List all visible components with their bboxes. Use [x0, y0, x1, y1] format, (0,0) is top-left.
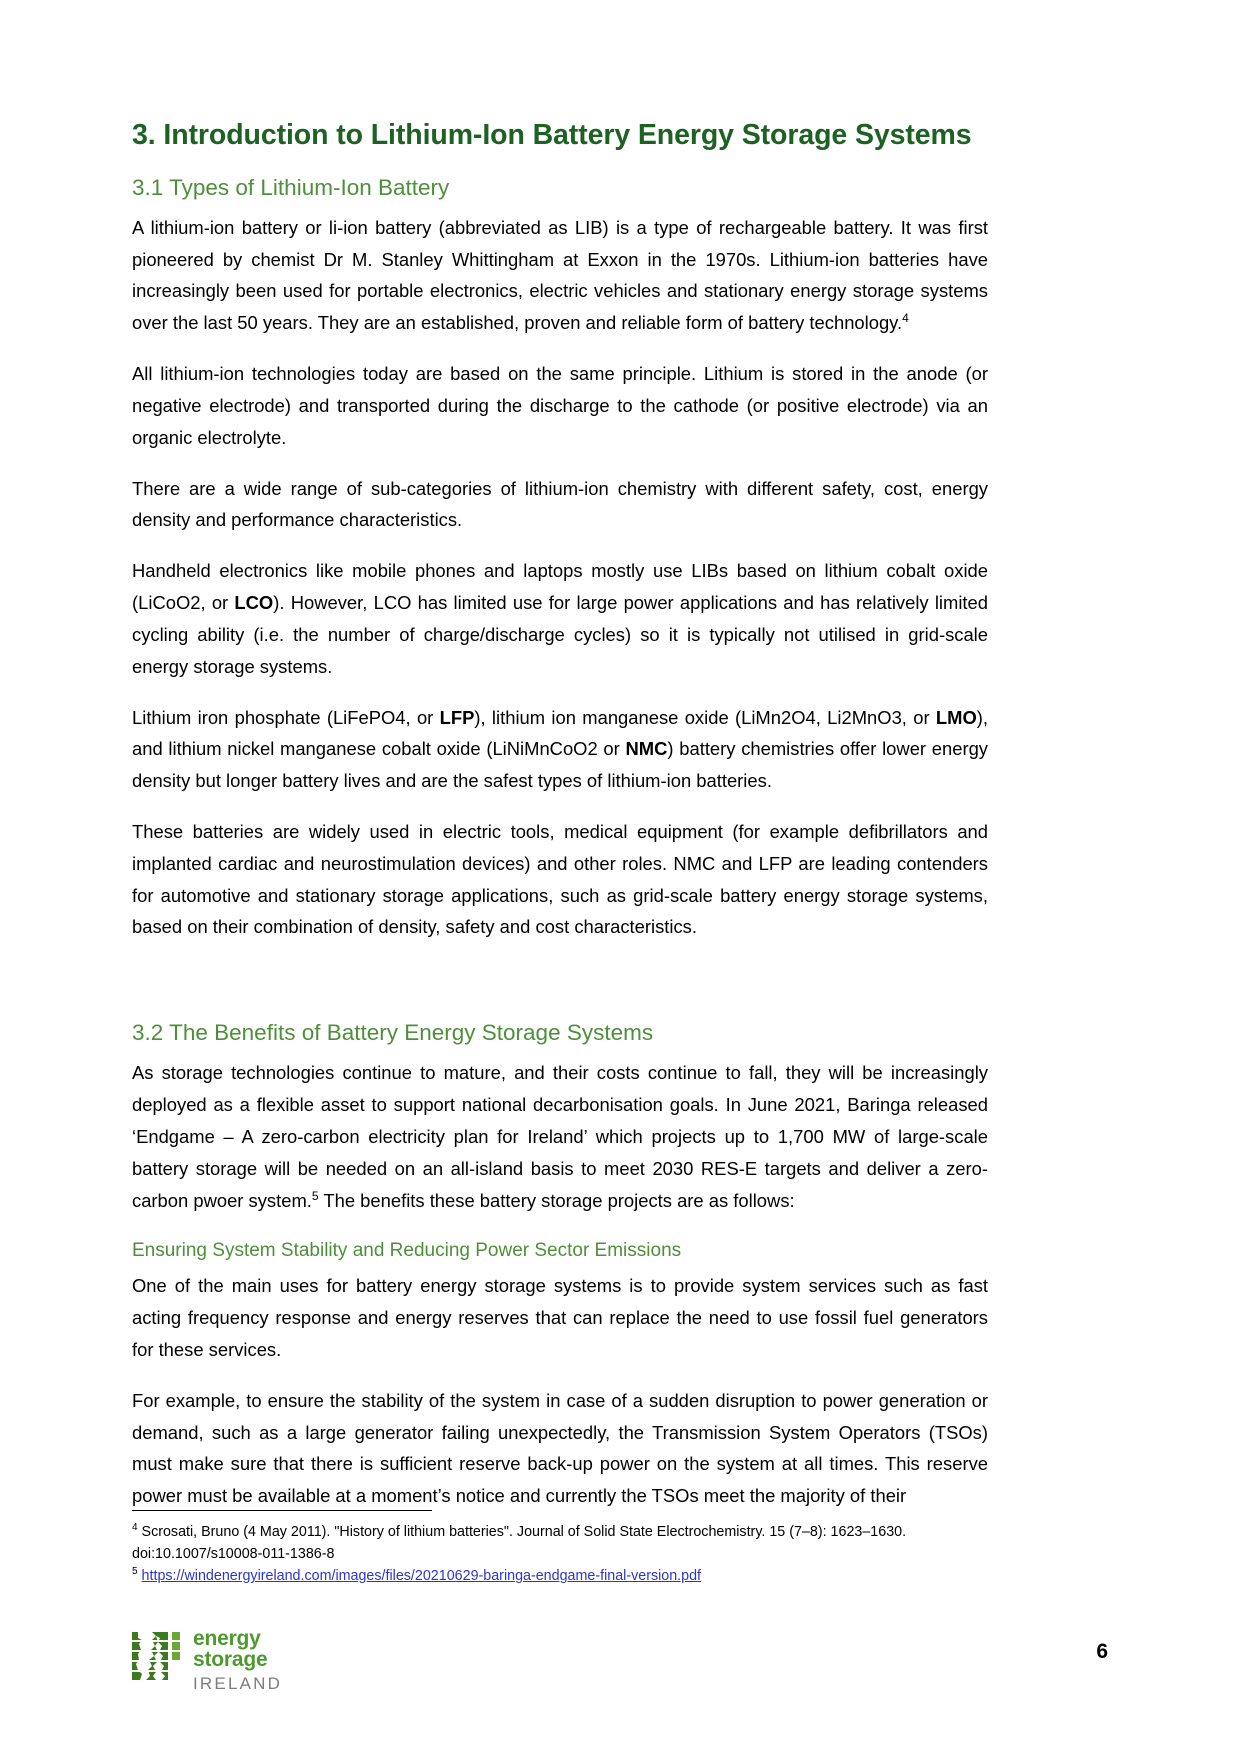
- paragraph-text-part-e: ), and lithium nickel manganese cobalt oxide (LiNiMnCoO2 or: [132, 706, 988, 760]
- paragraph-lib-intro: [132, 212, 988, 339]
- footnote-ref-5[interactable]: 5: [311, 1188, 319, 1203]
- footnote-link-5[interactable]: https://windenergyireland.com/images/files/20210629-baringa-endgame-final-version.pdf: [141, 1568, 702, 1585]
- footnote-ref-4[interactable]: 4: [902, 311, 909, 326]
- paragraph-text: A lithium-ion battery or li-ion battery (abbreviated as LIB) is a type of rechargeable battery. It was first pioneered by chemist Dr M. Stanley Whittingham at Exxon in the 1970s. Lithium-ion batteries have increasingly been used for portable electronics, electric vehicles and stationary energy storage systems over the last 50 years. They are an established, proven and reliable form of battery technology.: [132, 216, 988, 334]
- paragraph-subcategories: There are a wide range of sub-categories of lithium-ion chemistry with different safety, cost, energy density and performance characteristics.: [132, 477, 988, 531]
- term-lfp: LFP: [439, 706, 475, 728]
- term-nmc: NMC: [625, 738, 668, 760]
- paragraph-storage-benefits-intro: [132, 1057, 988, 1216]
- logo-text-storage: storage: [193, 1648, 268, 1672]
- paragraph-lfp-lmo-nmc: [132, 702, 988, 797]
- page-footer: [0, 1628, 1240, 1718]
- term-lmo: LMO: [935, 706, 977, 728]
- ireland-map-icon: [132, 1630, 184, 1686]
- section-heading-3-2: 3.2 The Benefits of Battery Energy Storage Systems: [132, 1020, 654, 1046]
- paragraph-text-part-g: ) battery chemistries offer lower energy density but longer battery lives and are the safest types of lithium-ion batteries.: [132, 738, 988, 792]
- section-heading-3-1: 3.1 Types of Lithium-Ion Battery: [132, 174, 450, 200]
- energy-storage-ireland-logo: [132, 1628, 282, 1694]
- page-content: [132, 118, 988, 1512]
- logo-text-ireland: IRELAND: [193, 1673, 283, 1693]
- footnote-number-5: 5: [132, 1566, 138, 1578]
- paragraph-lib-principle: All lithium-ion technologies today are based on the same principle. Lithium is stored in the anode (or negative electrode) and transported during the discharge to the cathode (or positive electrode) via an organic electrolyte.: [132, 363, 988, 448]
- paragraph-text-part-b: The benefits these battery storage projects are as follows:: [318, 1189, 795, 1211]
- page-number: 6: [1096, 1640, 1108, 1663]
- paragraph-text-part-c: ), lithium ion manganese oxide (LiMn2O4, Li2MnO3, or: [474, 706, 936, 728]
- footnote-separator-rule: [132, 1510, 432, 1511]
- paragraph-text-part-a: As storage technologies continue to mature, and their costs continue to fall, they will be increasingly deployed as a flexible asset to support national decarbonisation goals. In June 2021, Baringa released ‘Endgame – A zero-carbon electricity plan for Ireland’ which projects up to 1,700 MW of large-scale battery storage will be needed on an all-island basis to meet 2030 RES-E targets and deliver a zero-carbon pwoer system.: [132, 1062, 988, 1211]
- paragraph-lco: [132, 555, 988, 682]
- page-title: 3. Introduction to Lithium-Ion Battery Energy Storage Systems: [132, 119, 972, 151]
- logo-text-energy: energy: [193, 1627, 261, 1650]
- paragraph-applications: These batteries are widely used in electric tools, medical equipment (for example defibrillators and implanted cardiac and neurostimulation devices) and other roles. NMC and LFP are leading contenders for automotive and stationary storage applications, such as grid-scale battery energy storage systems, based on their combination of density, safety and cost characteristics.: [132, 821, 988, 938]
- footnote-section: [132, 1510, 988, 1587]
- paragraph-text-part-a: Handheld electronics like mobile phones and laptops mostly use LIBs based on lithium cobalt oxide (LiCoO2, or: [132, 560, 988, 614]
- paragraph-system-services: One of the main uses for battery energy storage systems is to provide system services such as fast acting frequency response and energy reserves that can replace the need to use fossil fuel generators for these services.: [132, 1275, 988, 1360]
- paragraph-text-part-c: ). However, LCO has limited use for large power applications and has relatively limited cycling ability (i.e. the number of charge/discharge cycles) so it is typically not utilised in grid-scale energy storage systems.: [132, 592, 988, 677]
- paragraph-reserve-power: For example, to ensure the stability of the system in case of a sudden disruption to power generation or demand, such as a large generator failing unexpectedly, the Transmission System Operators (TSOs) must make sure that there is sufficient reserve back-up power on the system at all times. This reserve power must be available at a moment’s notice and currently the TSOs meet the majority of their: [132, 1389, 988, 1507]
- logo-wordmark: [193, 1628, 282, 1694]
- footnote-item-4: [132, 1521, 988, 1565]
- subsection-heading-system-stability: Ensuring System Stability and Reducing Power Sector Emissions: [132, 1239, 682, 1261]
- footnote-number-4: 4: [132, 1522, 138, 1534]
- term-lco: LCO: [234, 592, 274, 614]
- footnote-item-5: [132, 1565, 988, 1587]
- footnote-text-4: Scrosati, Bruno (4 May 2011). "History of lithium batteries". Journal of Solid State Electrochemistry. 15 (7–8): 1623–1630. doi:10.1007/s10008-011-1386-8: [132, 1524, 907, 1563]
- paragraph-text-part-a: Lithium iron phosphate (LiFePO4, or: [132, 706, 440, 728]
